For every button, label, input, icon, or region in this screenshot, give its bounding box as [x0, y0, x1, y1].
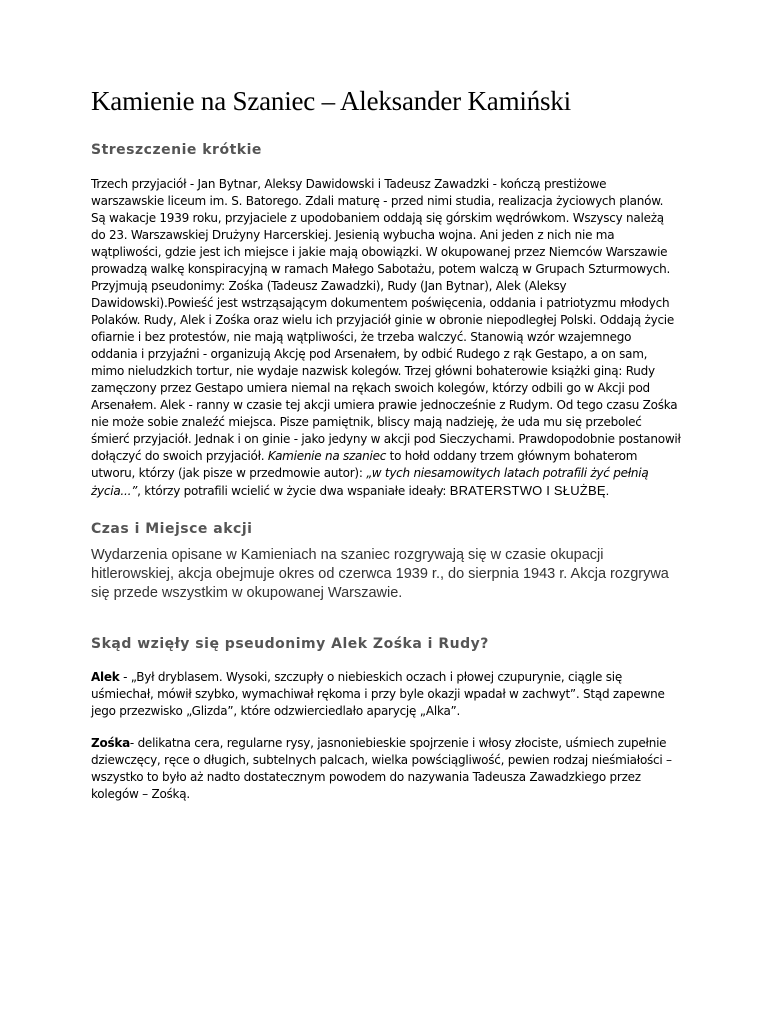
- section-heading-summary: Streszczenie krótkie: [91, 142, 262, 159]
- summary-text-mid: to hołd oddany trzem głównym bohaterom utworu, którzy (jak pisze w przedmowie autor):: [91, 449, 638, 481]
- author-quote-italic: „w tych niesamowitych latach potrafili żyć pełnią życia...”: [91, 466, 649, 499]
- summary-text-end: , którzy potrafili wcielić w życie dwa wspaniałe ideały:: [137, 484, 450, 499]
- section-heading-pseudonyms: Skąd wzięły się pseudonimy Alek Zośka i Rudy?: [91, 636, 489, 653]
- alek-text: - „Był dryblasem. Wysoki, szczupły o niebieskich oczach i płowej czupurynie, ciągle się uśmiechał, mówił szybko, wymachiwał rękoma i przy byle okazji wpadał w zachwyt”. Stąd zapewne jego przezwisko „Glizda”, które odzwierciedlało aparycję „Alka”.: [91, 670, 665, 719]
- zoska-label: Zośka: [91, 736, 130, 751]
- alek-paragraph: [91, 669, 681, 720]
- zoska-text: - delikatna cera, regularne rysy, jasnoniebieskie spojrzenie i włosy złociste, uśmiech zupełnie dziewczęcy, ręce o długich, subtelnych palcach, wielka powściągliwość, pewien rodzaj nieśmiałości – wszystko to było aż nadto dostatecznym powodem do nazywania Tadeusza Zawadzkiego przez kolegów – Zośką.: [91, 736, 672, 802]
- document-title: Kamienie na Szaniec – Aleksander Kamiński: [91, 86, 571, 116]
- zoska-paragraph: [91, 735, 681, 803]
- document-page: [91, 84, 681, 803]
- book-title-italic: Kamienie na szaniec: [267, 449, 387, 464]
- summary-paragraph: [91, 176, 681, 500]
- ideals-text: BRATERSTWO I SŁUŻBĘ.: [449, 483, 610, 499]
- alek-label: Alek: [91, 670, 120, 685]
- summary-text-main: Trzech przyjaciół - Jan Bytnar, Aleksy Dawidowski i Tadeusz Zawadzki - kończą prestiżowe warszawskie liceum im. S. Batorego. Zdali maturę - przed nimi studia, realizacja życiowych planów. Są wakacje 1939 roku, przyjaciele z upodobaniem oddają się górskim wędrówkom. Wszyscy należą do 23. Warszawskiej Drużyny Harcerskiej. Jesienią wybucha wojna. Ani jeden z nich nie ma wątpliwości, gdzie jest ich miejsce i jakie mają obowiązki. W okupowanej przez Niemców Warszawie prowadzą walkę konspiracyjną w ramach Małego Sabotażu, potem walczą w Grupach Szturmowych. Przyjmują pseudonimy: Zośka (Tadeusz Zawadzki), Rudy (Jan Bytnar), Alek (Aleksy Dawidowski).Powieść jest wstrząsającym dokumentem poświęcenia, oddania i patriotyzmu młodych Polaków. Rudy, Alek i Zośka oraz wielu ich przyjaciół ginie w obronie niepodległej Polski. Oddają życie ofiarnie i bez protestów, nie mają wątpliwości, że trzeba walczyć. Stanowią wzór wzajemnego oddania i przyjaźni - organizują Akcję pod Arsenałem, by odbić Rudego z rąk Gestapo, a on sam, mimo nieludzkich tortur, nie wydaje nazwisk kolegów. Trzej główni bohaterowie książki giną: Rudy zamęczony przez Gestapo umiera niemal na rękach swoich kolegów, którzy odbili go w Akcji pod Arsenałem. Alek - ranny w czasie tej akcji umiera prawie jednocześnie z Rudym. Od tego czasu Zośka nie może sobie znaleźć miejsca. Pisze pamiętnik, bliscy mają nadzieję, że uda mu się przeboleć śmierć przyjaciół. Jednak i on ginie - jako jedyny w akcji pod Sieczychami. Prawdopodobnie postanowił dołączyć do swoich przyjaciół.: [91, 177, 681, 464]
- time-place-paragraph: Wydarzenia opisane w Kamieniach na szaniec rozgrywają się w czasie okupacji hitlerowskiej, akcja obejmuje okres od czerwca 1939 r., do sierpnia 1943 r. Akcja rozgrywa się przede wszystkim w okupowanej Warszawie.: [91, 547, 669, 602]
- section-heading-time-place: Czas i Miejsce akcji: [91, 521, 253, 538]
